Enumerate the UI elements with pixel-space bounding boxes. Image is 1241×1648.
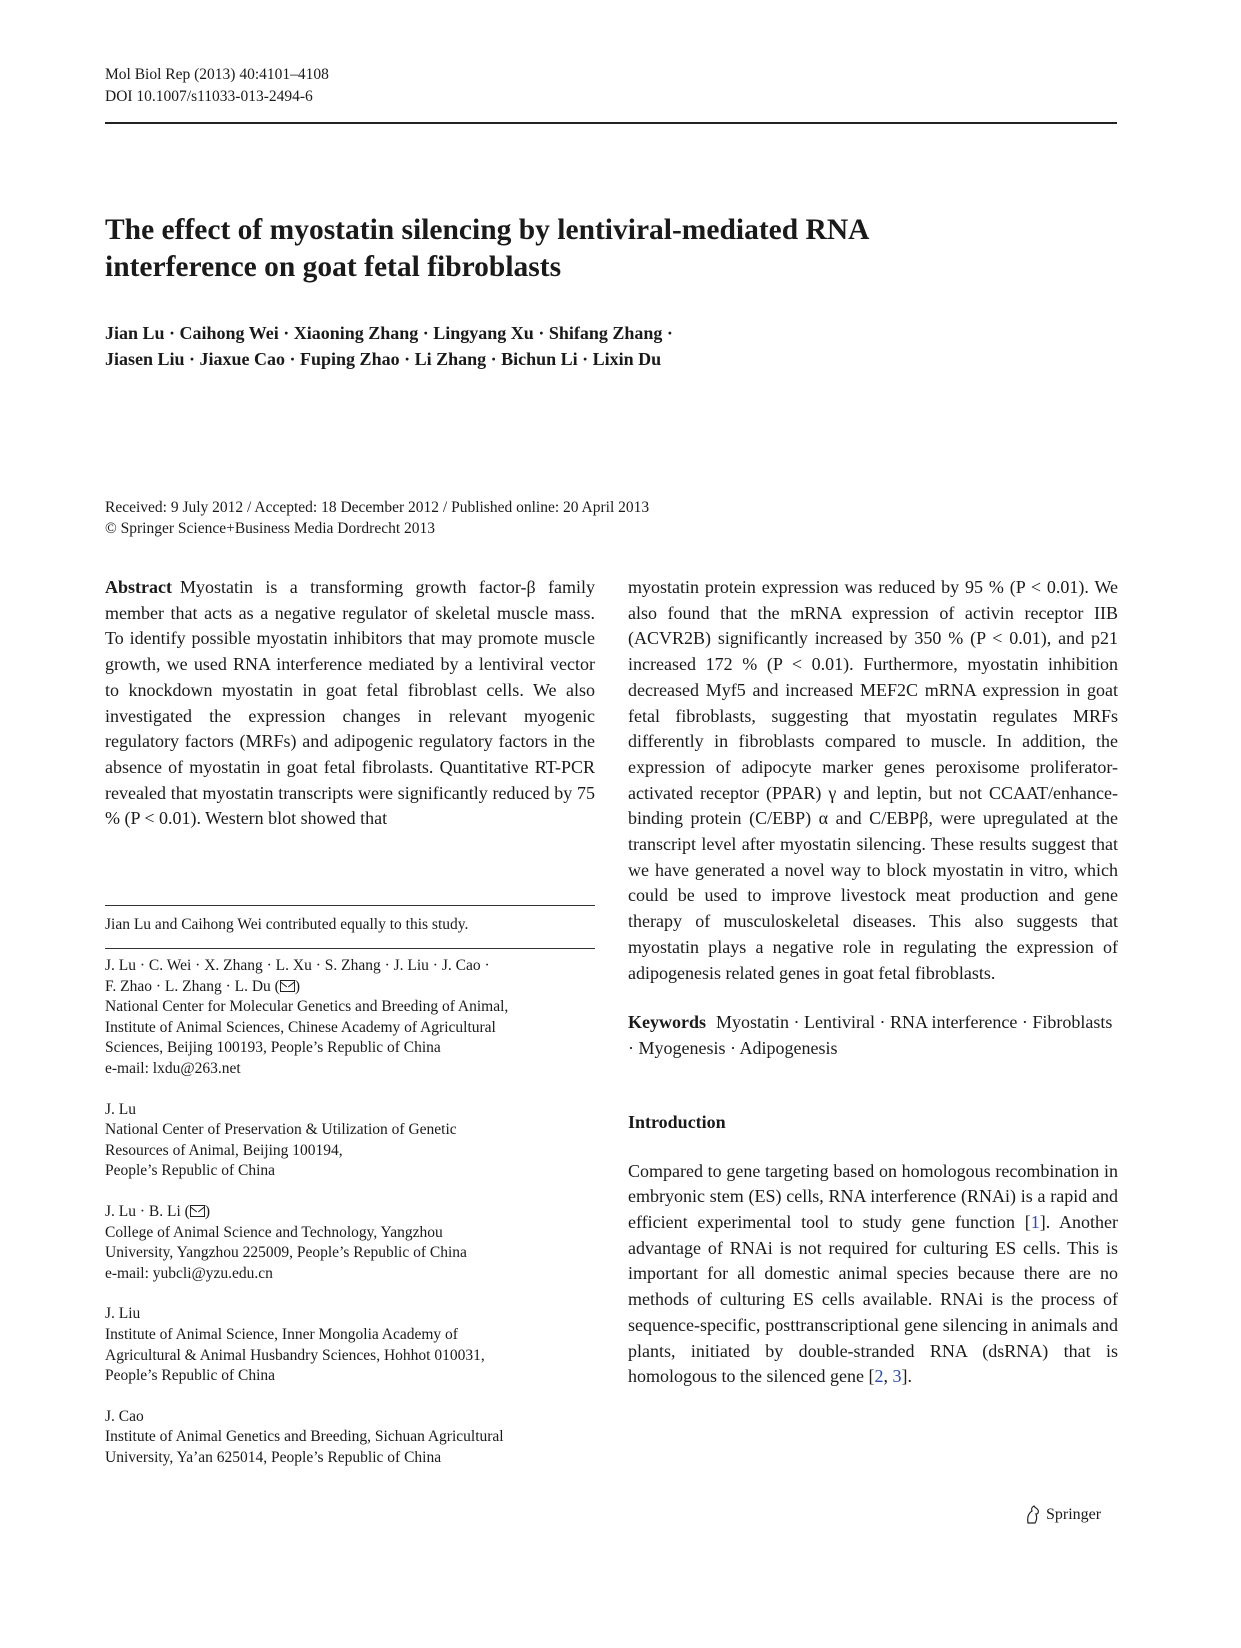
introduction-heading: Introduction: [628, 1111, 726, 1132]
publisher-name: Springer: [1046, 1506, 1102, 1523]
affiliation-authors: J. Lu · C. Wei · X. Zhang · L. Xu · S. Zhang · J. Liu · J. Cao ·: [105, 957, 490, 974]
affiliation-authors: J. Cao: [105, 1407, 144, 1425]
doi: DOI 10.1007/s11033-013-2494-6: [105, 88, 313, 105]
affiliation-line: College of Animal Science and Technology, Yangzhou: [105, 1223, 443, 1241]
copyright: © Springer Science+Business Media Dordrecht 2013: [105, 520, 436, 537]
left-column: [105, 575, 595, 832]
abstract-text-right: myostatin protein expression was reduced by 95 % (P < 0.01). We also found that the mRNA expression of activin receptor IIB (ACVR2B) significantly increased by 350 % (P < 0.01), and p21 increased 172 % (P < 0.01). Furthermore, myostatin inhibition decreased Myf5 and increased MEF2C mRNA expression in goat fetal fibroblasts, suggesting that myostatin regulates MRFs differently in fibroblasts compared to muscle. In addition, the expression of adipocyte marker genes peroxisome proliferator-activated receptor (PPAR) γ and leptin, but not CCAAT/enhance-binding protein (C/EBP) α and C/EBPβ, were upregulated at the transcript level after myostatin silencing. These results suggest that we have generated a novel way to block myostatin in vitro, which could be used to improve livestock meat production and gene therapy of musculoskeletal diseases. This also suggests that myostatin plays a negative role in regulating the expression of adipogenesis related genes in goat fetal fibroblasts.: [628, 577, 1118, 983]
citation-link[interactable]: 3: [892, 1366, 902, 1387]
author-line-1: Jian Lu · Caihong Wei · Xiaoning Zhang · Lingyang Xu · Shifang Zhang ·: [105, 323, 673, 343]
affiliation-authors: [105, 1202, 595, 1223]
intro-text-segment: ]. Another advantage of RNAi is not required for culturing ES cells. This is important for all domestic animal species because there are no methods of culturing ES cells available. RNAi is the process of sequence-specific, posttranscriptional gene silencing in animals and plants, initiated by double-stranded RNA (dsRNA) that is homologous to the silenced gene [: [628, 1212, 1118, 1387]
affiliation-authors-text: F. Zhao · L. Zhang · L. Du (: [105, 977, 280, 995]
abstract-text-left: Myostatin is a transforming growth factor-β family member that acts as a negative regulator of skeletal muscle mass. To identify possible myostatin inhibitors that may promote muscle growth, we used RNA interference mediated by a lentiviral vector to knockdown myostatin in goat fetal fibroblast cells. We also investigated the expression changes in relevant myogenic regulatory factors (MRFs) and adipogenic regulatory factors in the absence of myostatin in goat fetal fibrolasts. Quantitative RT-PCR revealed that myostatin transcripts were significantly reduced by 75 % (P < 0.01). Western blot showed that: [105, 577, 595, 829]
equal-contribution-note: Jian Lu and Caihong Wei contributed equally to this study.: [105, 916, 469, 933]
keywords: [628, 1010, 1118, 1061]
right-column: [628, 575, 1118, 1390]
footnote-rule-top: [105, 905, 595, 906]
affiliation-authors-text: J. Lu · B. Li (: [105, 1202, 190, 1220]
affiliation-line: Agricultural & Animal Husbandry Sciences, Hohhot 010031,: [105, 1346, 485, 1364]
intro-text-segment: Compared to gene targeting based on homologous recombination in embryonic stem (ES) cells, RNA interference (RNAi) is a rapid and efficient experimental tool to study gene function [: [628, 1160, 1118, 1233]
affiliation-3: [105, 1202, 595, 1284]
affiliation-authors: J. Liu: [105, 1305, 141, 1323]
author-line-2: Jiasen Liu · Jiaxue Cao · Fuping Zhao · Li Zhang · Bichun Li · Lixin Du: [105, 349, 662, 369]
affiliation-authors-close: ): [294, 977, 300, 995]
affiliation-authors-close: ): [204, 1202, 210, 1220]
springer-horse-icon: [1025, 1505, 1041, 1525]
affiliation-line: Institute of Animal Genetics and Breeding, Sichuan Agricultural: [105, 1428, 504, 1446]
envelope-icon: [280, 980, 295, 992]
affiliations: [105, 956, 595, 1488]
journal-citation: Mol Biol Rep (2013) 40:4101–4108: [105, 66, 329, 83]
publication-history: [105, 497, 649, 539]
affiliation-4: [105, 1304, 595, 1386]
affiliation-2: [105, 1100, 595, 1182]
header-rule: [105, 122, 1117, 124]
history-dates: Received: 9 July 2012 / Accepted: 18 December 2012 / Published online: 20 April 2013: [105, 499, 650, 516]
intro-text-segment: ,: [883, 1366, 893, 1387]
citation-link[interactable]: 1: [1030, 1212, 1040, 1233]
affiliation-line: University, Yangzhou 225009, People’s Republic of China: [105, 1244, 467, 1262]
affiliation-line: National Center of Preservation & Utilization of Genetic: [105, 1121, 457, 1139]
citation-link[interactable]: 2: [874, 1366, 884, 1387]
keywords-heading: Keywords: [628, 1012, 706, 1033]
affiliation-line: Sciences, Beijing 100193, People’s Republic of China: [105, 1039, 441, 1057]
affiliation-authors: J. Lu: [105, 1100, 136, 1118]
affiliation-line: Institute of Animal Sciences, Chinese Academy of Agricultural: [105, 1018, 496, 1036]
affiliation-line: People’s Republic of China: [105, 1162, 276, 1180]
affiliation-1: [105, 956, 595, 1080]
paper-title: [105, 212, 1065, 286]
affiliation-email[interactable]: e-mail: yubcli@yzu.edu.cn: [105, 1264, 273, 1282]
abstract-heading: Abstract: [105, 577, 172, 597]
affiliation-line: University, Ya’an 625014, People’s Republic of China: [105, 1448, 442, 1466]
title-line-1: The effect of myostatin silencing by lentiviral-mediated RNA: [105, 214, 870, 246]
envelope-icon: [190, 1205, 205, 1217]
affiliation-line: Resources of Animal, Beijing 100194,: [105, 1141, 343, 1159]
affiliation-email[interactable]: e-mail: lxdu@263.net: [105, 1059, 241, 1077]
affiliation-authors-cont: [105, 977, 595, 998]
journal-info: [105, 64, 329, 108]
footnote-rule-bottom: [105, 948, 595, 949]
keywords-text: Myostatin · Lentiviral · RNA interference · Fibroblasts · Myogenesis · Adipogenesis: [628, 1012, 1113, 1058]
introduction-text: [628, 1159, 1118, 1390]
affiliation-line: People’s Republic of China: [105, 1367, 276, 1385]
affiliation-line: National Center for Molecular Genetics and Breeding of Animal,: [105, 998, 509, 1016]
abstract-left: [105, 575, 595, 832]
affiliation-line: Institute of Animal Science, Inner Mongolia Academy of: [105, 1325, 458, 1343]
title-line-2: interference on goat fetal fibroblasts: [105, 251, 562, 283]
affiliation-5: [105, 1407, 595, 1469]
intro-text-segment: ].: [901, 1366, 912, 1387]
author-list: [105, 320, 1005, 372]
springer-logo: [1025, 1505, 1101, 1525]
